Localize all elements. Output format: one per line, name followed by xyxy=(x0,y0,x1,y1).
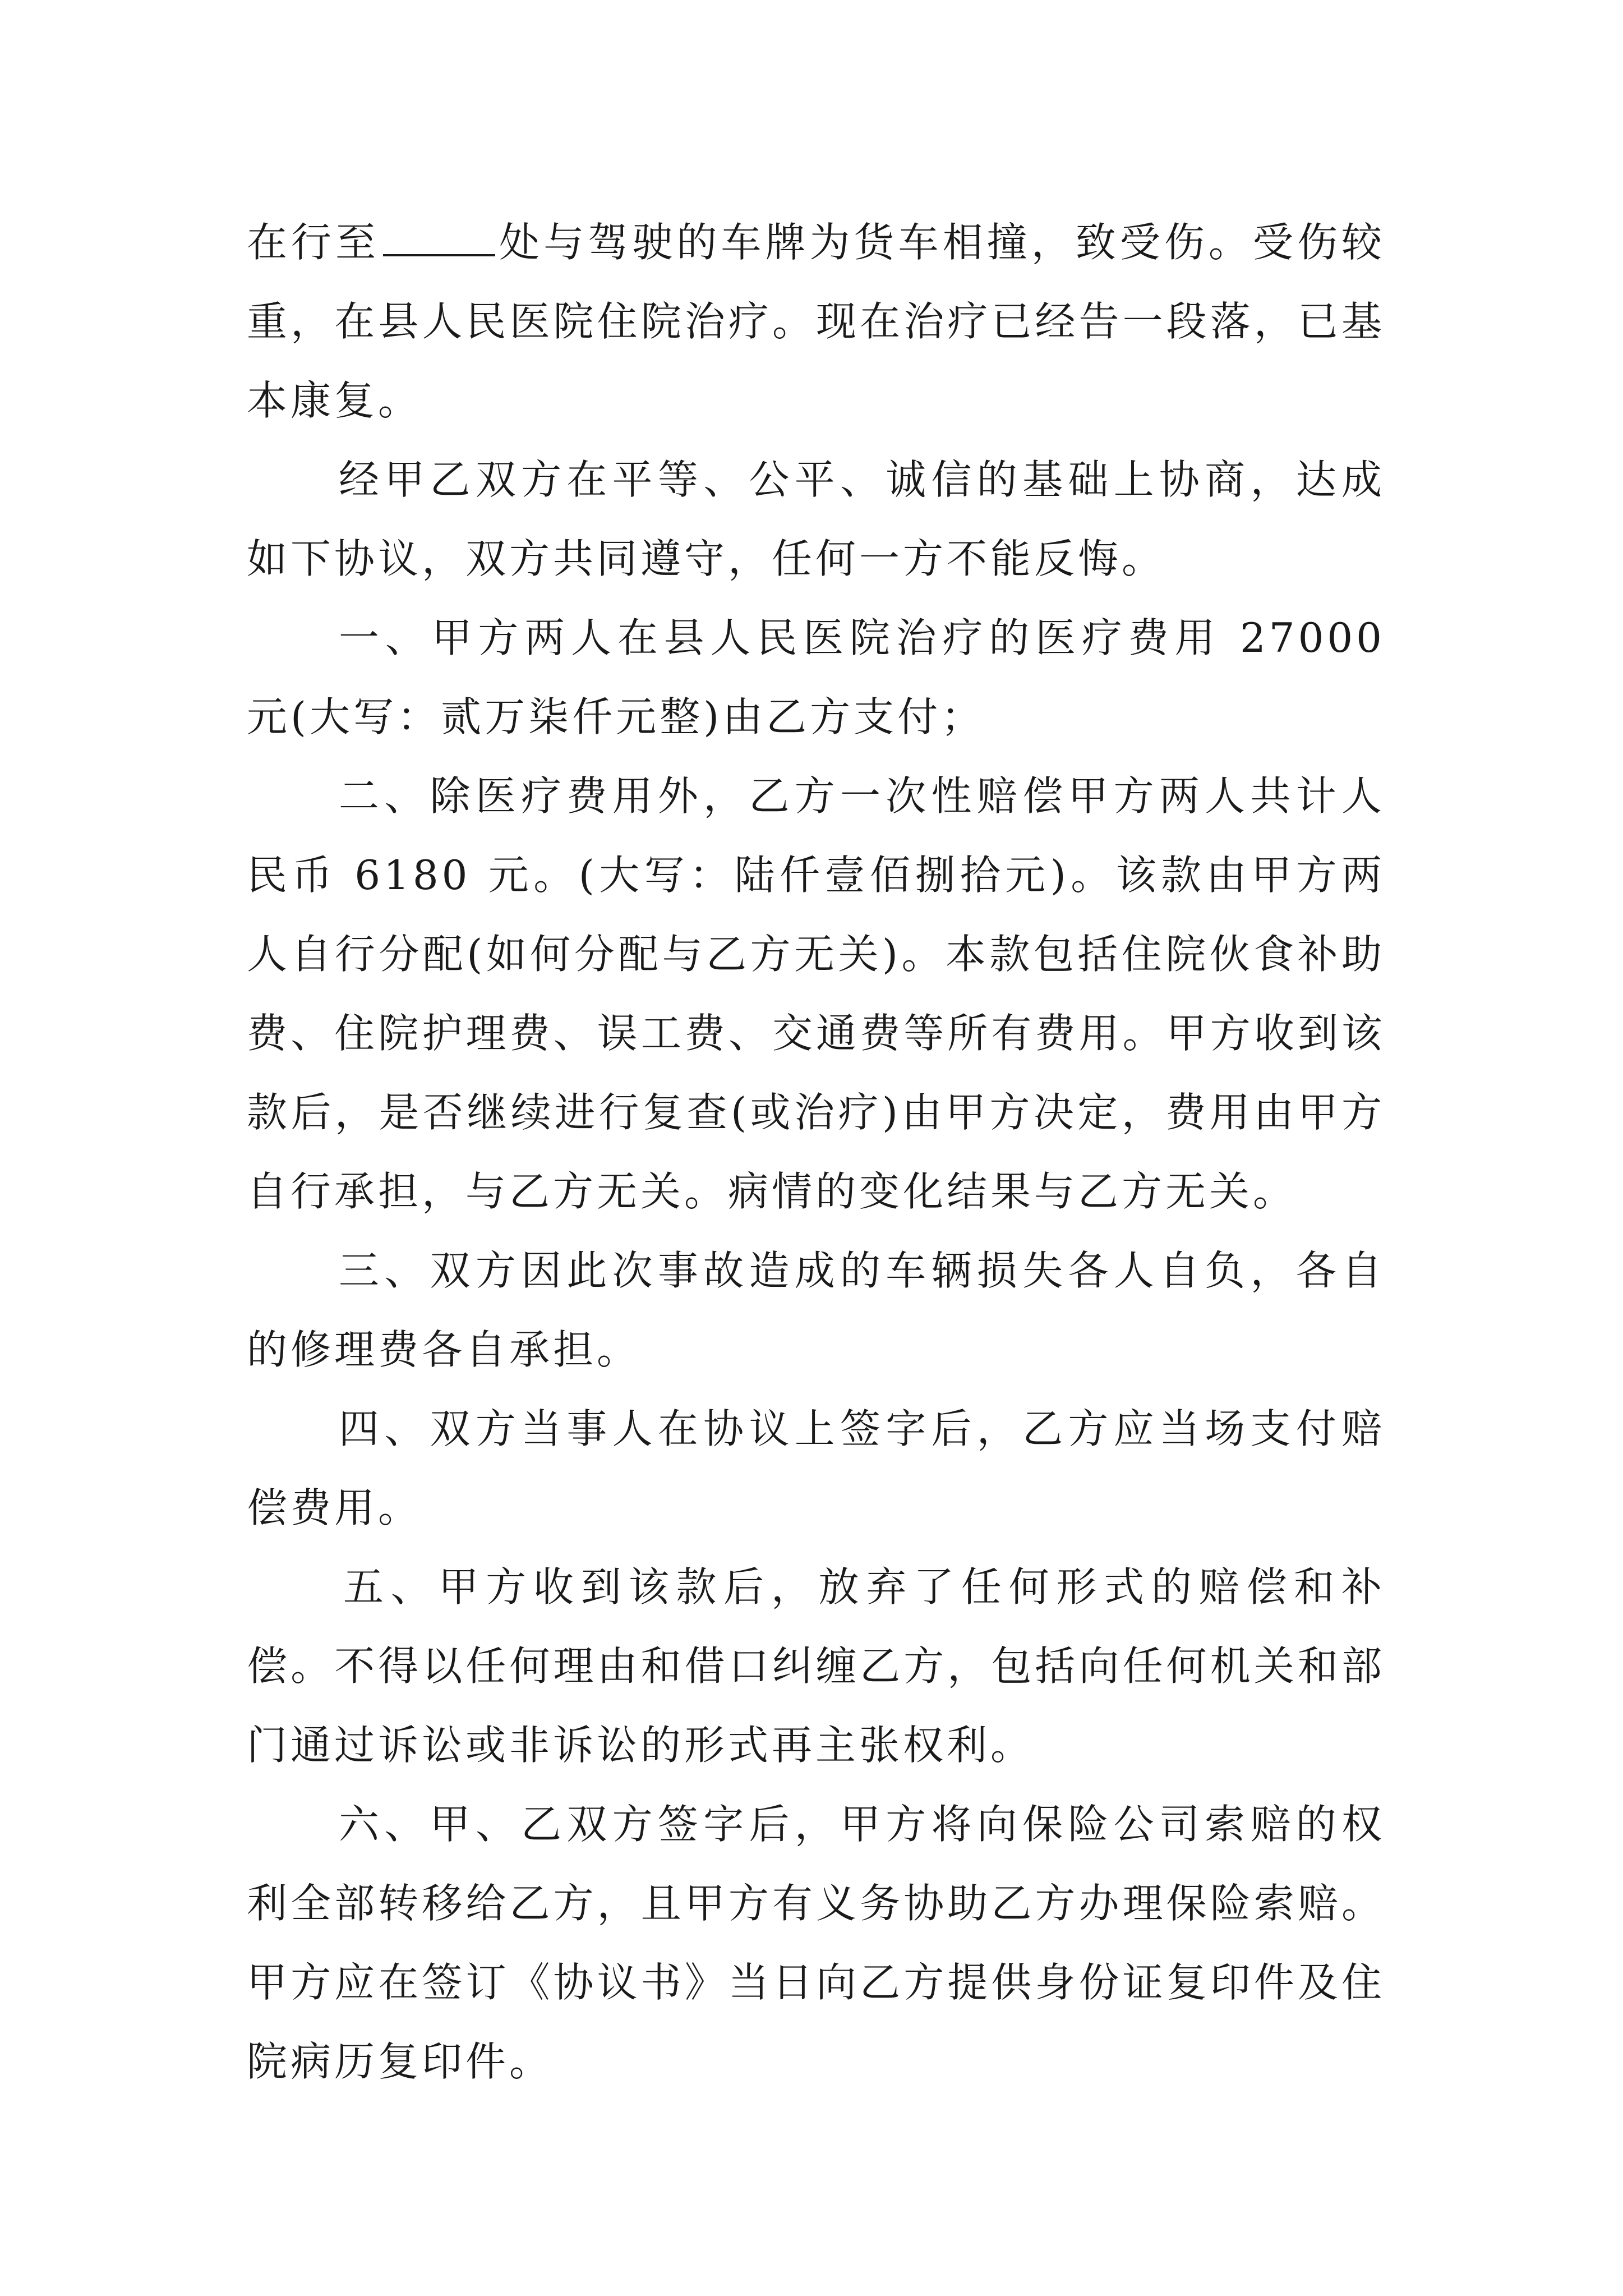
paragraph-text: 在行至 xyxy=(247,219,380,266)
clause-3-vehicle-loss: 三、双方因此次事故造成的车辆损失各人自负，各自的修理费各自承担。 xyxy=(247,1247,1385,1373)
paragraph-agreement-intro: 经甲乙双方在平等、公平、诚信的基础上协商，达成如下协议，双方共同遵守，任何一方不能反悔。 xyxy=(247,456,1385,582)
clause-1-medical-fees: 一、甲方两人在县人民医院治疗的医疗费用 27000 元(大写：贰万柒仟元整)由乙方支付； xyxy=(247,614,1385,740)
clause-5-waiver: 五、甲方收到该款后，放弃了任何形式的赔偿和补偿。不得以任何理由和借口纠缠乙方，包括向任何机关和部门通过诉讼或非诉讼的形式再主张权利。 xyxy=(247,1563,1385,1769)
document-body xyxy=(247,203,1385,2101)
paragraph-accident-description xyxy=(247,203,1385,440)
clause-4-payment: 四、双方当事人在协议上签字后，乙方应当场支付赔偿费用。 xyxy=(247,1405,1385,1531)
clause-2-compensation: 二、除医疗费用外，乙方一次性赔偿甲方两人共计人民币 6180 元。(大写：陆仟壹佰捌拾元)。该款由甲方两人自行分配(如何分配与乙方无关)。本款包括住院伙食补助费、住院护理费、误工费、交通费等所有费用。甲方收到该款后，是否继续进行复查(或治疗)由甲方决定，费用由甲方自行承担，与乙方无关。病情的变化结果与乙方无关。 xyxy=(247,772,1385,1215)
location-blank xyxy=(383,218,495,256)
paragraph-text: 处与驾驶的车牌为货车相撞，致受伤。受伤较重，在县人民医院住院治疗。现在治疗已经告一段落，已基本康复。 xyxy=(247,219,1385,424)
clause-6-insurance-claim: 六、甲、乙双方签字后，甲方将向保险公司索赔的权利全部转移给乙方，且甲方有义务协助乙方办理保险索赔。甲方应在签订《协议书》当日向乙方提供身份证复印件及住院病历复印件。 xyxy=(247,1801,1385,2085)
